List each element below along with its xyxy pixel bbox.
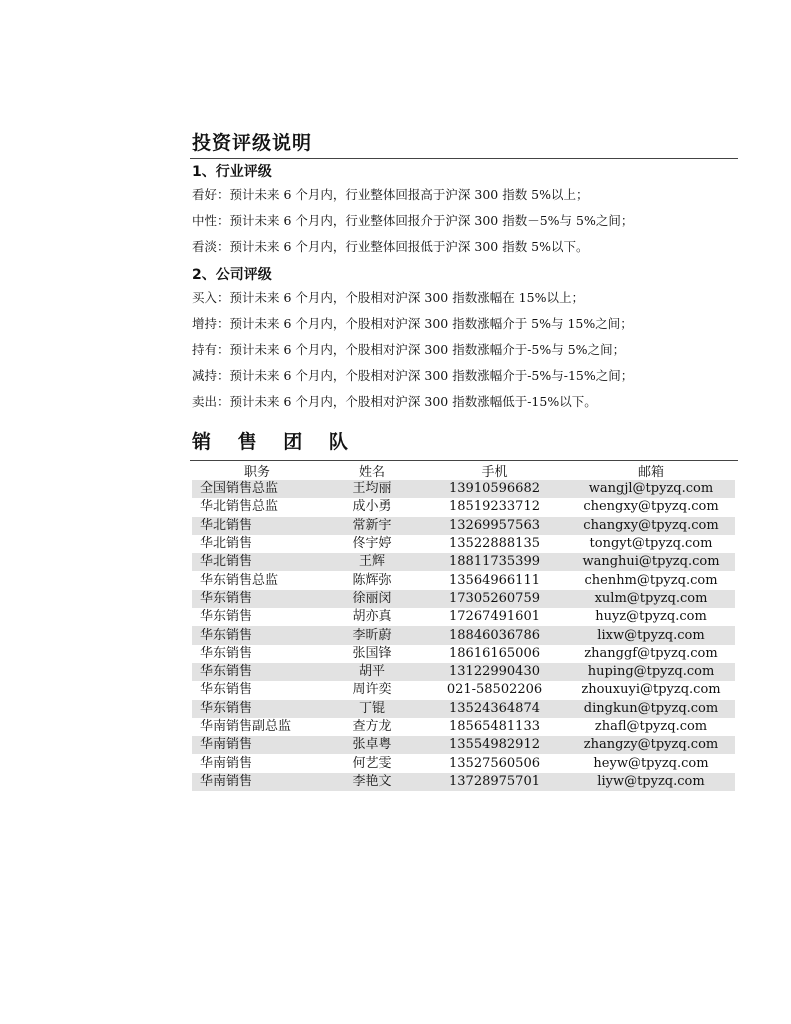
- table-row: [192, 553, 735, 571]
- document-body: [190, 130, 738, 791]
- cell-position: 华东销售: [200, 682, 253, 698]
- cell-phone: 13728975701: [422, 773, 567, 791]
- table-row: [192, 773, 735, 791]
- ratings-title: 投资评级说明: [190, 130, 738, 159]
- cell-email: wangjl@tpyzq.com: [567, 480, 735, 498]
- cell-position: 华南销售: [192, 773, 322, 791]
- table-row: [192, 718, 735, 736]
- table-row: [192, 645, 735, 663]
- cell-position: 华北销售: [192, 553, 322, 571]
- cell-email: chenhm@tpyzq.com: [584, 572, 718, 588]
- cell-name: 李昕蔚: [322, 626, 422, 644]
- cell-phone: 13269957563: [422, 517, 567, 535]
- cell-position: 华北销售: [192, 517, 322, 535]
- industry-rating-line: 看好：预计未来 6 个月内，行业整体回报高于沪深 300 指数 5%以上；: [192, 187, 589, 202]
- cell-email: zhangzy@tpyzq.com: [567, 736, 735, 754]
- cell-email: heyw@tpyzq.com: [593, 755, 709, 771]
- table-row: [192, 626, 735, 644]
- cell-position: 华东销售: [192, 626, 322, 644]
- cell-email: lixw@tpyzq.com: [567, 626, 735, 644]
- cell-phone: 13910596682: [422, 480, 567, 498]
- cell-name: 丁锟: [322, 700, 422, 718]
- company-rating-heading: 2、公司评级: [192, 267, 272, 283]
- cell-name: 周许奕: [352, 682, 392, 698]
- cell-email: huping@tpyzq.com: [567, 663, 735, 681]
- cell-name: 佟宇婷: [352, 536, 392, 552]
- cell-name: 成小勇: [352, 499, 392, 515]
- cell-phone: 17267491601: [449, 609, 540, 625]
- column-header-email: 邮箱: [637, 465, 664, 480]
- cell-position: 华东销售: [192, 590, 322, 608]
- table-row: [192, 608, 735, 626]
- cell-position: 华东销售: [200, 645, 253, 661]
- cell-name: 胡平: [322, 663, 422, 681]
- table-row: [192, 736, 735, 754]
- cell-phone: 13522888135: [449, 536, 540, 552]
- cell-phone: 13527560506: [449, 755, 540, 771]
- industry-rating-heading: 1、行业评级: [192, 164, 272, 180]
- cell-phone: 17305260759: [422, 590, 567, 608]
- cell-email: zhanggf@tpyzq.com: [584, 645, 718, 661]
- company-rating-line: 减持：预计未来 6 个月内，个股相对沪深 300 指数涨幅介于-5%与-15%之间；: [192, 368, 634, 383]
- cell-email: tongyt@tpyzq.com: [589, 536, 713, 552]
- cell-position: 华南销售副总监: [200, 719, 292, 734]
- table-row: [192, 535, 735, 553]
- cell-email: huyz@tpyzq.com: [595, 609, 707, 625]
- cell-phone: 18616165006: [449, 645, 540, 661]
- column-header-position: 职务: [243, 465, 270, 480]
- column-header-phone: 手机: [481, 465, 508, 480]
- cell-name: 陈辉弥: [352, 572, 392, 588]
- cell-position: 全国销售总监: [192, 480, 322, 498]
- cell-name: 查方龙: [352, 719, 392, 734]
- table-row: [192, 480, 735, 498]
- sales-team-table: [192, 461, 735, 791]
- sales-team-title: 销 售 团 队: [190, 429, 738, 461]
- company-rating-line: 持有：预计未来 6 个月内，个股相对沪深 300 指数涨幅介于-5%与 5%之间；: [192, 342, 626, 357]
- cell-name: 胡亦真: [352, 609, 392, 625]
- table-row: [192, 663, 735, 681]
- cell-email: changxy@tpyzq.com: [567, 517, 735, 535]
- cell-name: 常新宇: [322, 517, 422, 535]
- table-row: [192, 681, 735, 699]
- table-row: [192, 590, 735, 608]
- cell-phone: 13122990430: [422, 663, 567, 681]
- cell-position: 华东销售: [200, 609, 253, 625]
- cell-email: xulm@tpyzq.com: [567, 590, 735, 608]
- cell-position: 华东销售: [192, 663, 322, 681]
- cell-phone: 18565481133: [449, 719, 540, 734]
- cell-phone: 13564966111: [449, 572, 540, 588]
- cell-position: 华南销售: [192, 736, 322, 754]
- table-row: [192, 498, 735, 516]
- industry-rating-line: 看淡：预计未来 6 个月内，行业整体回报低于沪深 300 指数 5%以下。: [192, 239, 589, 254]
- company-rating-line: 买入：预计未来 6 个月内，个股相对沪深 300 指数涨幅在 15%以上；: [192, 290, 584, 305]
- sales-team-rows: [192, 480, 735, 791]
- cell-email: zhouxuyi@tpyzq.com: [581, 682, 721, 698]
- cell-name: 何艺雯: [352, 755, 392, 771]
- cell-phone: 13554982912: [422, 736, 567, 754]
- company-rating-section: [190, 265, 738, 415]
- cell-position: 华东销售: [192, 700, 322, 718]
- cell-email: dingkun@tpyzq.com: [567, 700, 735, 718]
- cell-email: wanghui@tpyzq.com: [567, 553, 735, 571]
- cell-email: liyw@tpyzq.com: [567, 773, 735, 791]
- cell-name: 王均丽: [322, 480, 422, 498]
- company-rating-line: 增持：预计未来 6 个月内，个股相对沪深 300 指数涨幅介于 5%与 15%之间；: [192, 316, 633, 331]
- cell-name: 王辉: [322, 553, 422, 571]
- table-row: [192, 700, 735, 718]
- table-row: [192, 571, 735, 589]
- cell-position: 华北销售: [200, 536, 253, 552]
- cell-phone: 13524364874: [422, 700, 567, 718]
- company-rating-line: 卖出：预计未来 6 个月内，个股相对沪深 300 指数涨幅低于-15%以下。: [192, 394, 597, 409]
- cell-name: 李艳文: [322, 773, 422, 791]
- cell-phone: 18519233712: [449, 499, 540, 515]
- cell-position: 华南销售: [200, 755, 253, 771]
- cell-position: 华东销售总监: [200, 572, 279, 588]
- cell-phone: 021-58502206: [446, 682, 543, 698]
- column-header-name: 姓名: [358, 465, 385, 480]
- table-row: [192, 754, 735, 772]
- cell-email: zhafl@tpyzq.com: [594, 719, 708, 734]
- table-row: [192, 517, 735, 535]
- cell-name: 徐丽闵: [322, 590, 422, 608]
- cell-name: 张卓粤: [322, 736, 422, 754]
- cell-email: chengxy@tpyzq.com: [583, 499, 719, 515]
- cell-position: 华北销售总监: [200, 499, 279, 515]
- cell-phone: 18811735399: [422, 553, 567, 571]
- table-header-row: [192, 461, 735, 480]
- cell-name: 张国锋: [352, 645, 392, 661]
- industry-rating-line: 中性：预计未来 6 个月内，行业整体回报介于沪深 300 指数－5%与 5%之间；: [192, 213, 634, 228]
- cell-phone: 18846036786: [422, 626, 567, 644]
- industry-rating-section: [190, 162, 738, 260]
